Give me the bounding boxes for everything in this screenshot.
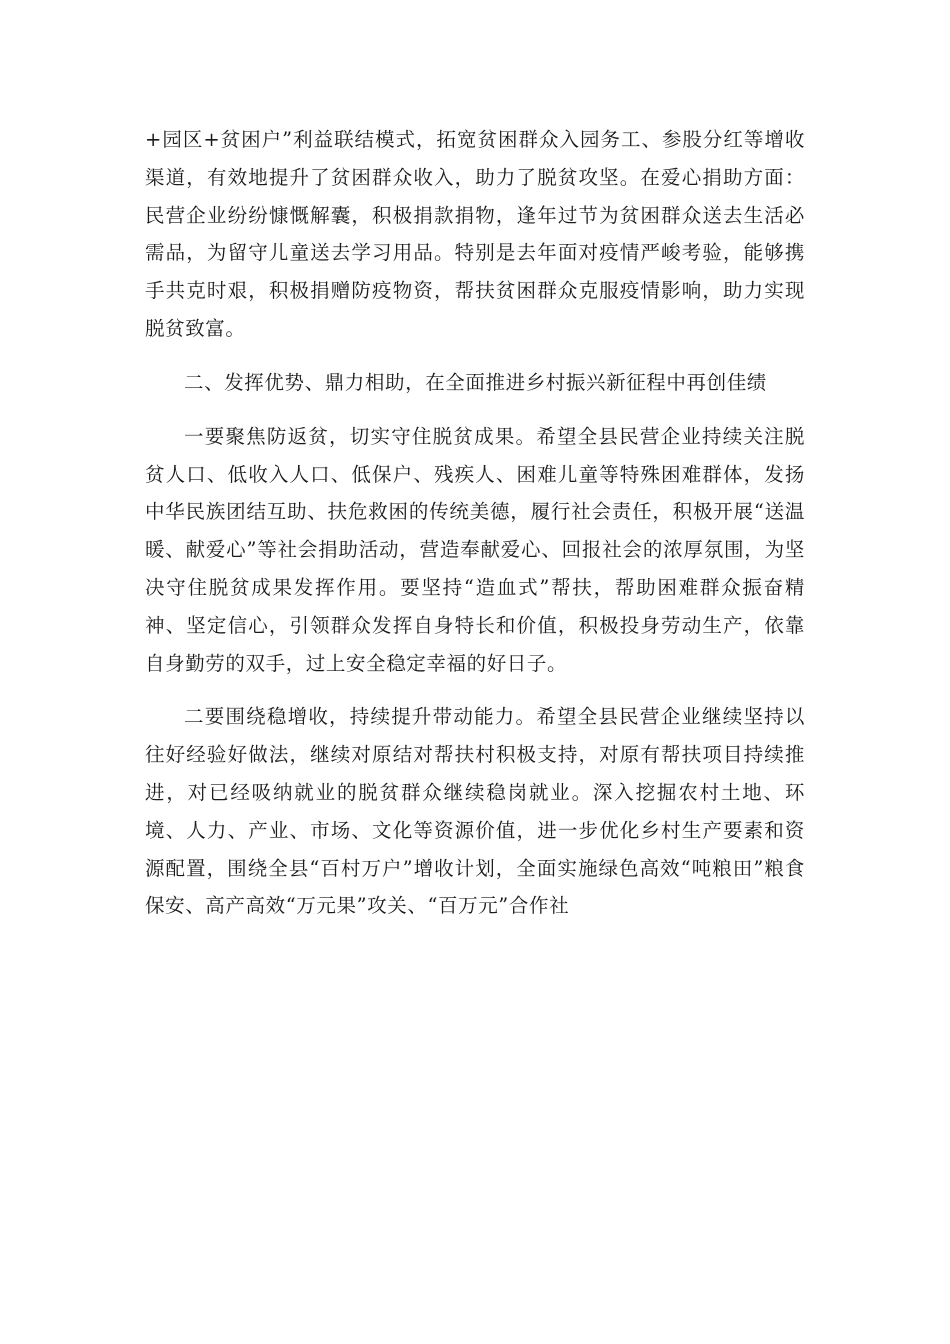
paragraph-continuation: +园区+贫困户”利益联结模式，拓宽贫困群众入园务工、参股分红等增收渠道，有效地提升了贫困群众收入，助力了脱贫攻坚。在爱心捐助方面：民营企业纷纷慷慨解囊，积极捐款捐物，逢年过节为贫困群众送去生活必需品，为留守儿童送去学习用品。特别是去年面对疫情严峻考验，能够携手共克时艰，积极捐赠防疫物资，帮扶贫困群众克服疫情影响，助力实现脱贫致富。	[145, 128, 805, 340]
section-heading: 二、发挥优势、鼎力相助，在全面推进乡村振兴新征程中再创佳绩	[184, 370, 767, 394]
document-body	[145, 121, 805, 925]
paragraph-first-point: 一要聚焦防返贫，切实守住脱贫成果。希望全县民营企业持续关注脱贫人口、低收入人口、低保户、残疾人、困难儿童等特殊困难群体，发扬中华民族团结互助、扶危救困的传统美德，履行社会责任，积极开展“送温暖、献爱心”等社会捐助活动，营造奉献爱心、回报社会的浓厚氛围，为坚决守住脱贫成果发挥作用。要坚持“造血式”帮扶，帮助困难群众振奋精神、坚定信心，引领群众发挥自身特长和价值，积极投身劳动生产，依靠自身勤劳的双手，过上安全稳定幸福的好日子。	[145, 424, 805, 675]
paragraph-second-point: 二要围绕稳增收，持续提升带动能力。希望全县民营企业继续坚持以往好经验好做法，继续对原结对帮扶村积极支持，对原有帮扶项目持续推进，对已经吸纳就业的脱贫群众继续稳岗就业。深入挖掘农村土地、环境、人力、产业、市场、文化等资源价值，进一步优化乡村生产要素和资源配置，围绕全县“百村万户”增收计划，全面实施绿色高效“吨粮田”粮食保安、高产高效“万元果”攻关、“百万元”合作社	[145, 705, 805, 918]
